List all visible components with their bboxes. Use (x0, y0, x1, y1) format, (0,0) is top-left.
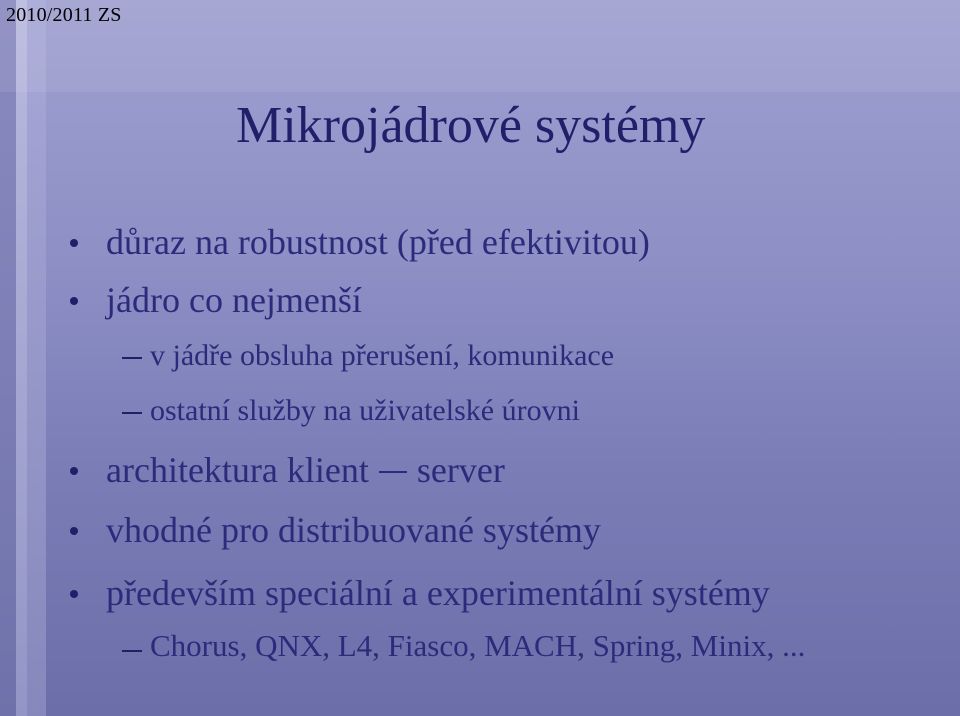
sub-bullet-item: Chorus, QNX, L4, Fiasco, MACH, Spring, Minix, ... (150, 628, 806, 663)
dash-icon (379, 471, 407, 473)
bullet-item-right: server (416, 450, 505, 490)
dash-icon (122, 412, 142, 414)
sub-bullet-item: v jádře obsluha přerušení, komunikace (150, 339, 615, 372)
bullet-item: především speciální a experimentální systémy (106, 573, 770, 613)
sub-bullet-item: ostatní služby na uživatelské úrovni (150, 394, 580, 427)
left-stripe-dark (0, 0, 16, 716)
header-label: 2010/2011 ZS (6, 4, 122, 26)
left-stripe-mid (27, 0, 46, 716)
header-band (0, 0, 960, 92)
bullet-item: jádro co nejmenší (106, 280, 362, 320)
bullet-dot-icon (70, 239, 78, 247)
bullet-item: důraz na robustnost (před efektivitou) (106, 222, 650, 262)
bullet-dot-icon (70, 590, 78, 598)
bullet-dot-icon (70, 467, 78, 475)
bullet-item (106, 449, 505, 491)
bullet-dot-icon (70, 527, 78, 535)
bullet-item: vhodné pro distribuované systémy (106, 510, 601, 550)
bullet-dot-icon (70, 297, 78, 305)
left-stripe-light (16, 0, 27, 716)
dash-icon (122, 357, 142, 359)
slide-title: Mikrojádrové systémy (236, 97, 706, 154)
bullet-item-left: architektura klient (106, 450, 369, 490)
dash-icon (122, 650, 142, 652)
